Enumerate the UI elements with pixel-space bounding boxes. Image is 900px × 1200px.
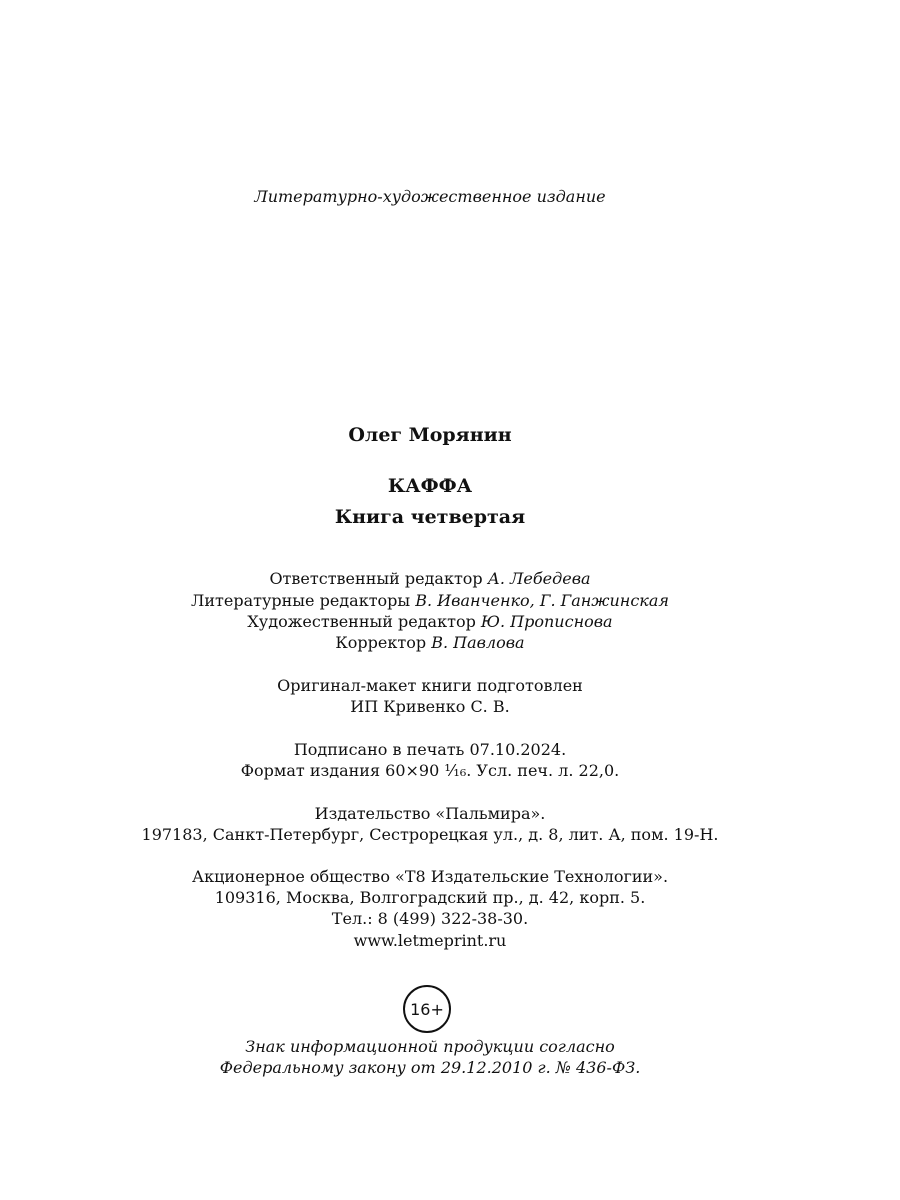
credit-name: А. Лебедева <box>487 569 591 588</box>
age-rating-note: Знак информационной продукции согласно <box>245 1037 615 1056</box>
credit-line <box>0 568 860 590</box>
book-subtitle: Книга четвертая <box>334 506 526 528</box>
print-info-line: Формат издания 60×90 ¹⁄₁₆. Усл. печ. л. 22,0. <box>240 761 620 780</box>
credit-line <box>0 590 860 612</box>
publisher-address: 197183, Санкт-Петербург, Сестрорецкая ул., д. 8, лит. А, пом. 19-Н. <box>141 825 719 844</box>
credit-line <box>0 632 860 654</box>
genre-label: Литературно-художественное издание <box>254 187 606 206</box>
printer-line: Акционерное общество «Т8 Издательские Технологии». <box>191 867 669 886</box>
age-rating-badge: 16+ <box>403 985 451 1033</box>
print-info-line: Подписано в печать 07.10.2024. <box>293 740 567 759</box>
credit-line <box>0 611 860 633</box>
printer-address: 109316, Москва, Волгоградский пр., д. 42, корп. 5. <box>214 888 646 907</box>
book-title: КАФФА <box>387 475 473 497</box>
credit-role: Ответственный редактор <box>269 569 488 588</box>
printer-website: www.letmeprint.ru <box>353 931 507 950</box>
printer-phone: Тел.: 8 (499) 322-38-30. <box>331 909 529 928</box>
credit-name: В. Иванченко, Г. Ганжинская <box>415 591 669 610</box>
credit-name: Ю. Прописнова <box>480 612 613 631</box>
layout-credit-line: Оригинал-макет книги подготовлен <box>277 676 583 695</box>
layout-credit-line: ИП Кривенко С. В. <box>350 697 510 716</box>
book-author: Олег Морянин <box>348 424 512 446</box>
credit-role: Литературные редакторы <box>191 591 416 610</box>
publisher-line: Издательство «Пальмира». <box>314 804 546 823</box>
age-rating-note: Федеральному закону от 29.12.2010 г. № 436-ФЗ. <box>219 1058 641 1077</box>
credit-name: В. Павлова <box>431 633 525 652</box>
credit-role: Художественный редактор <box>247 612 481 631</box>
credit-role: Корректор <box>335 633 432 652</box>
